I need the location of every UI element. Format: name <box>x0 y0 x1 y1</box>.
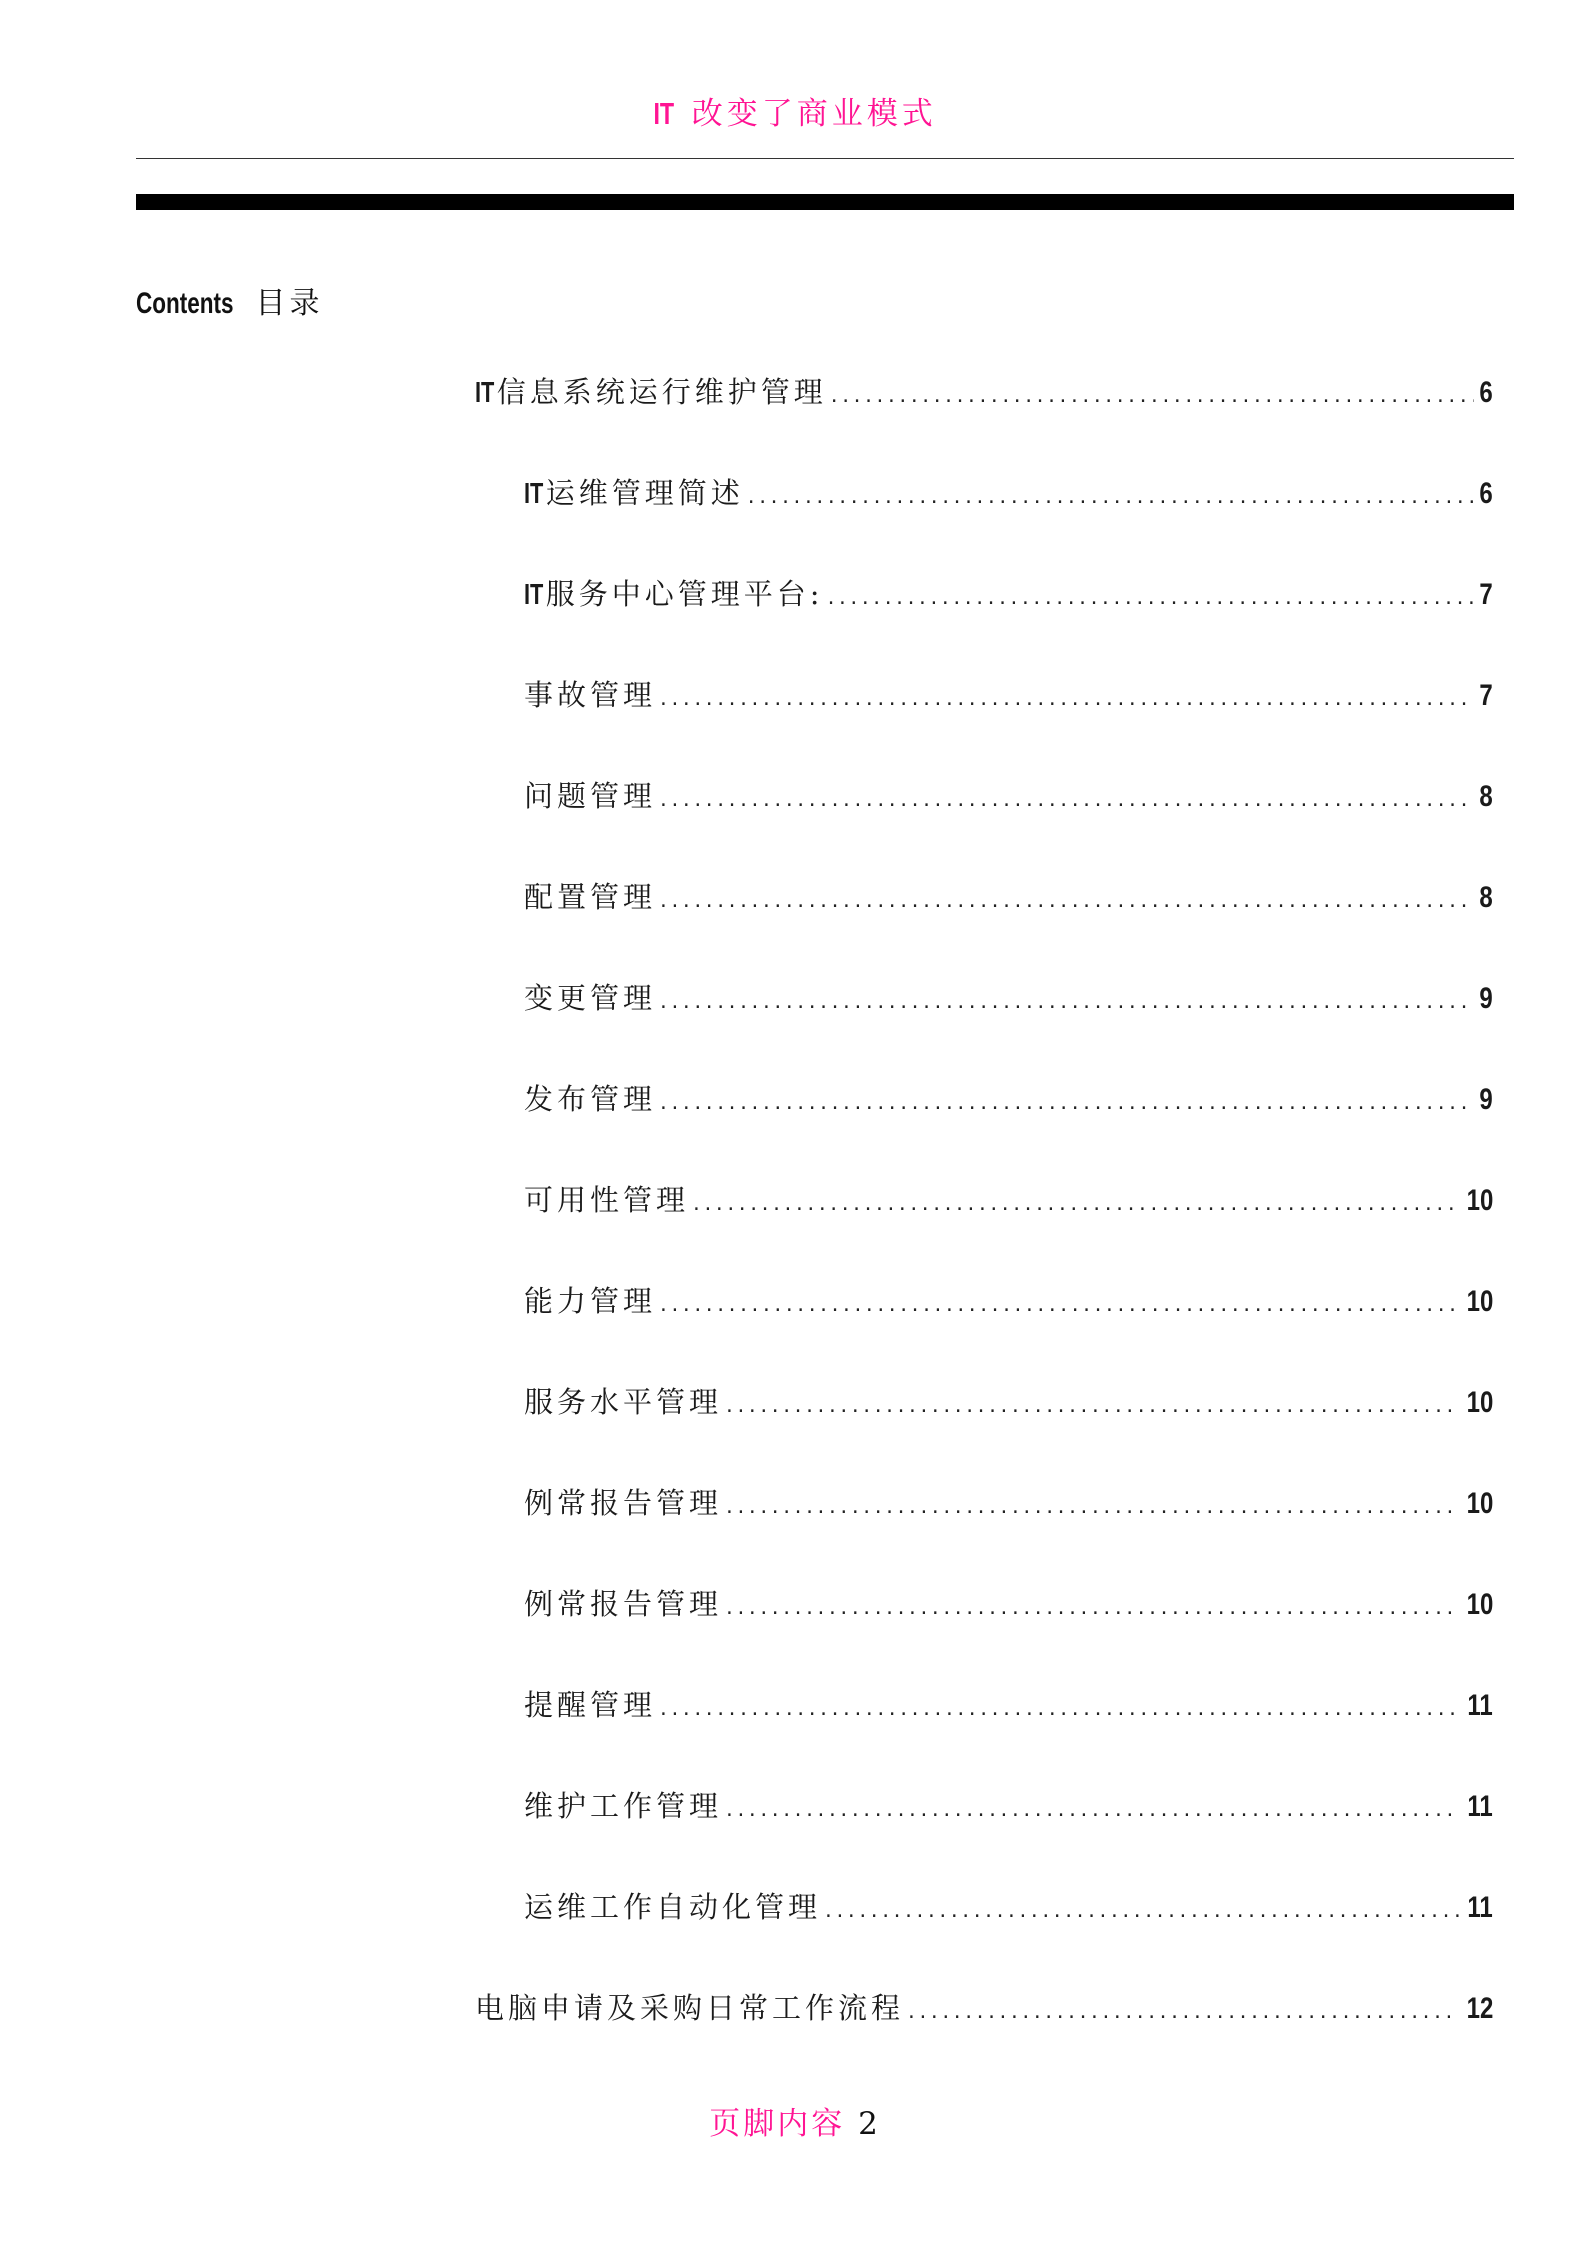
toc-page-number: 12 <box>1466 1992 1493 2025</box>
toc-entry[interactable] <box>524 774 1493 818</box>
contents-heading <box>136 278 324 322</box>
toc-entry-label: 运维管理简述 <box>545 476 744 510</box>
header-prefix: IT <box>653 96 675 131</box>
toc-dot-leader <box>658 790 1474 811</box>
toc-page-number: 10 <box>1466 1386 1493 1419</box>
toc-page-number: 10 <box>1466 1487 1493 1520</box>
toc-dot-leader <box>826 588 1475 609</box>
toc-entry[interactable] <box>524 976 1493 1020</box>
toc-dot-leader <box>724 1396 1458 1417</box>
toc-entry-prefix: IT <box>524 579 544 611</box>
toc-entry[interactable] <box>524 1380 1493 1424</box>
toc-page-number: 7 <box>1479 578 1493 611</box>
toc-entry[interactable] <box>524 1683 1493 1727</box>
toc-page-number: 7 <box>1479 679 1493 712</box>
toc-dot-leader <box>746 487 1475 508</box>
toc-entry-label: 发布管理 <box>524 1082 657 1116</box>
toc-page-number: 6 <box>1479 477 1493 510</box>
toc-entry-title <box>524 471 744 512</box>
toc-dot-leader <box>658 1295 1458 1316</box>
toc-entry[interactable] <box>524 572 1493 616</box>
toc-entry[interactable] <box>524 1279 1493 1323</box>
toc-entry-label: 能力管理 <box>524 1284 657 1318</box>
toc-page-number: 11 <box>1467 1790 1493 1823</box>
toc-entry-label: 提醒管理 <box>524 1688 657 1722</box>
header-title: 改变了商业模式 <box>691 96 937 132</box>
toc-page-number: 11 <box>1467 1891 1493 1924</box>
toc-dot-leader <box>906 2002 1458 2023</box>
toc-entry-label: 服务中心管理平台: <box>545 577 824 611</box>
toc-entry-label: 例常报告管理 <box>524 1486 723 1520</box>
toc-dot-leader <box>724 1497 1458 1518</box>
toc-entry-label: 可用性管理 <box>524 1183 690 1217</box>
toc-dot-leader <box>658 891 1474 912</box>
toc-entry-label: 电脑申请及采购日常工作流程 <box>475 1991 905 2025</box>
toc-entry-label: 配置管理 <box>524 880 657 914</box>
footer-page-number: 2 <box>858 2106 878 2142</box>
toc-page-number: 10 <box>1466 1184 1493 1217</box>
toc-entry-label: 事故管理 <box>524 678 657 712</box>
toc-page-number: 8 <box>1479 881 1493 914</box>
toc-entry-prefix: IT <box>524 478 544 510</box>
toc-entry-title <box>475 370 827 411</box>
toc-page-number: 9 <box>1479 1083 1493 1116</box>
toc-entry-title <box>524 572 824 613</box>
toc-entry[interactable] <box>524 1178 1493 1222</box>
toc-entry-label: 变更管理 <box>524 981 657 1015</box>
toc-page-number: 11 <box>1467 1689 1493 1722</box>
toc-entry[interactable] <box>524 673 1493 717</box>
header-thick-rule <box>136 194 1514 210</box>
toc-entry[interactable] <box>524 875 1493 919</box>
toc-dot-leader <box>829 386 1475 407</box>
toc-dot-leader <box>823 1901 1459 1922</box>
toc-entry[interactable] <box>475 1986 1493 2030</box>
toc-entry-label: 运维工作自动化管理 <box>524 1890 822 1924</box>
toc-page-number: 6 <box>1479 376 1493 409</box>
toc-dot-leader <box>724 1800 1459 1821</box>
toc-entry[interactable] <box>524 1784 1493 1828</box>
toc-page-number: 8 <box>1479 780 1493 813</box>
toc-entry[interactable] <box>524 471 1493 515</box>
toc-dot-leader <box>658 1093 1474 1114</box>
contents-heading-zh: 目录 <box>255 286 324 321</box>
toc-entry[interactable] <box>524 1885 1493 1929</box>
toc-dot-leader <box>658 1699 1459 1720</box>
toc-page-number: 10 <box>1466 1285 1493 1318</box>
footer-label: 页脚内容 <box>709 2106 846 2142</box>
toc-entry-label: 信息系统运行维护管理 <box>496 375 827 409</box>
toc-dot-leader <box>658 689 1474 710</box>
toc-page-number: 9 <box>1479 982 1493 1015</box>
header-thin-rule <box>136 158 1514 159</box>
page-footer <box>0 2098 1587 2143</box>
toc-page-number: 10 <box>1466 1588 1493 1621</box>
toc-entry-label: 问题管理 <box>524 779 657 813</box>
toc-entry[interactable] <box>524 1582 1493 1626</box>
toc-dot-leader <box>724 1598 1458 1619</box>
toc-entry-label: 服务水平管理 <box>524 1385 723 1419</box>
toc-entry-label: 例常报告管理 <box>524 1587 723 1621</box>
toc-entry[interactable] <box>475 370 1493 414</box>
toc-entry-label: 维护工作管理 <box>524 1789 723 1823</box>
toc-entry[interactable] <box>524 1077 1493 1121</box>
toc-entry-prefix: IT <box>475 377 495 409</box>
page-header <box>0 88 1587 133</box>
contents-heading-en: Contents <box>136 287 234 320</box>
toc-dot-leader <box>691 1194 1458 1215</box>
toc-dot-leader <box>658 992 1474 1013</box>
toc-entry[interactable] <box>524 1481 1493 1525</box>
